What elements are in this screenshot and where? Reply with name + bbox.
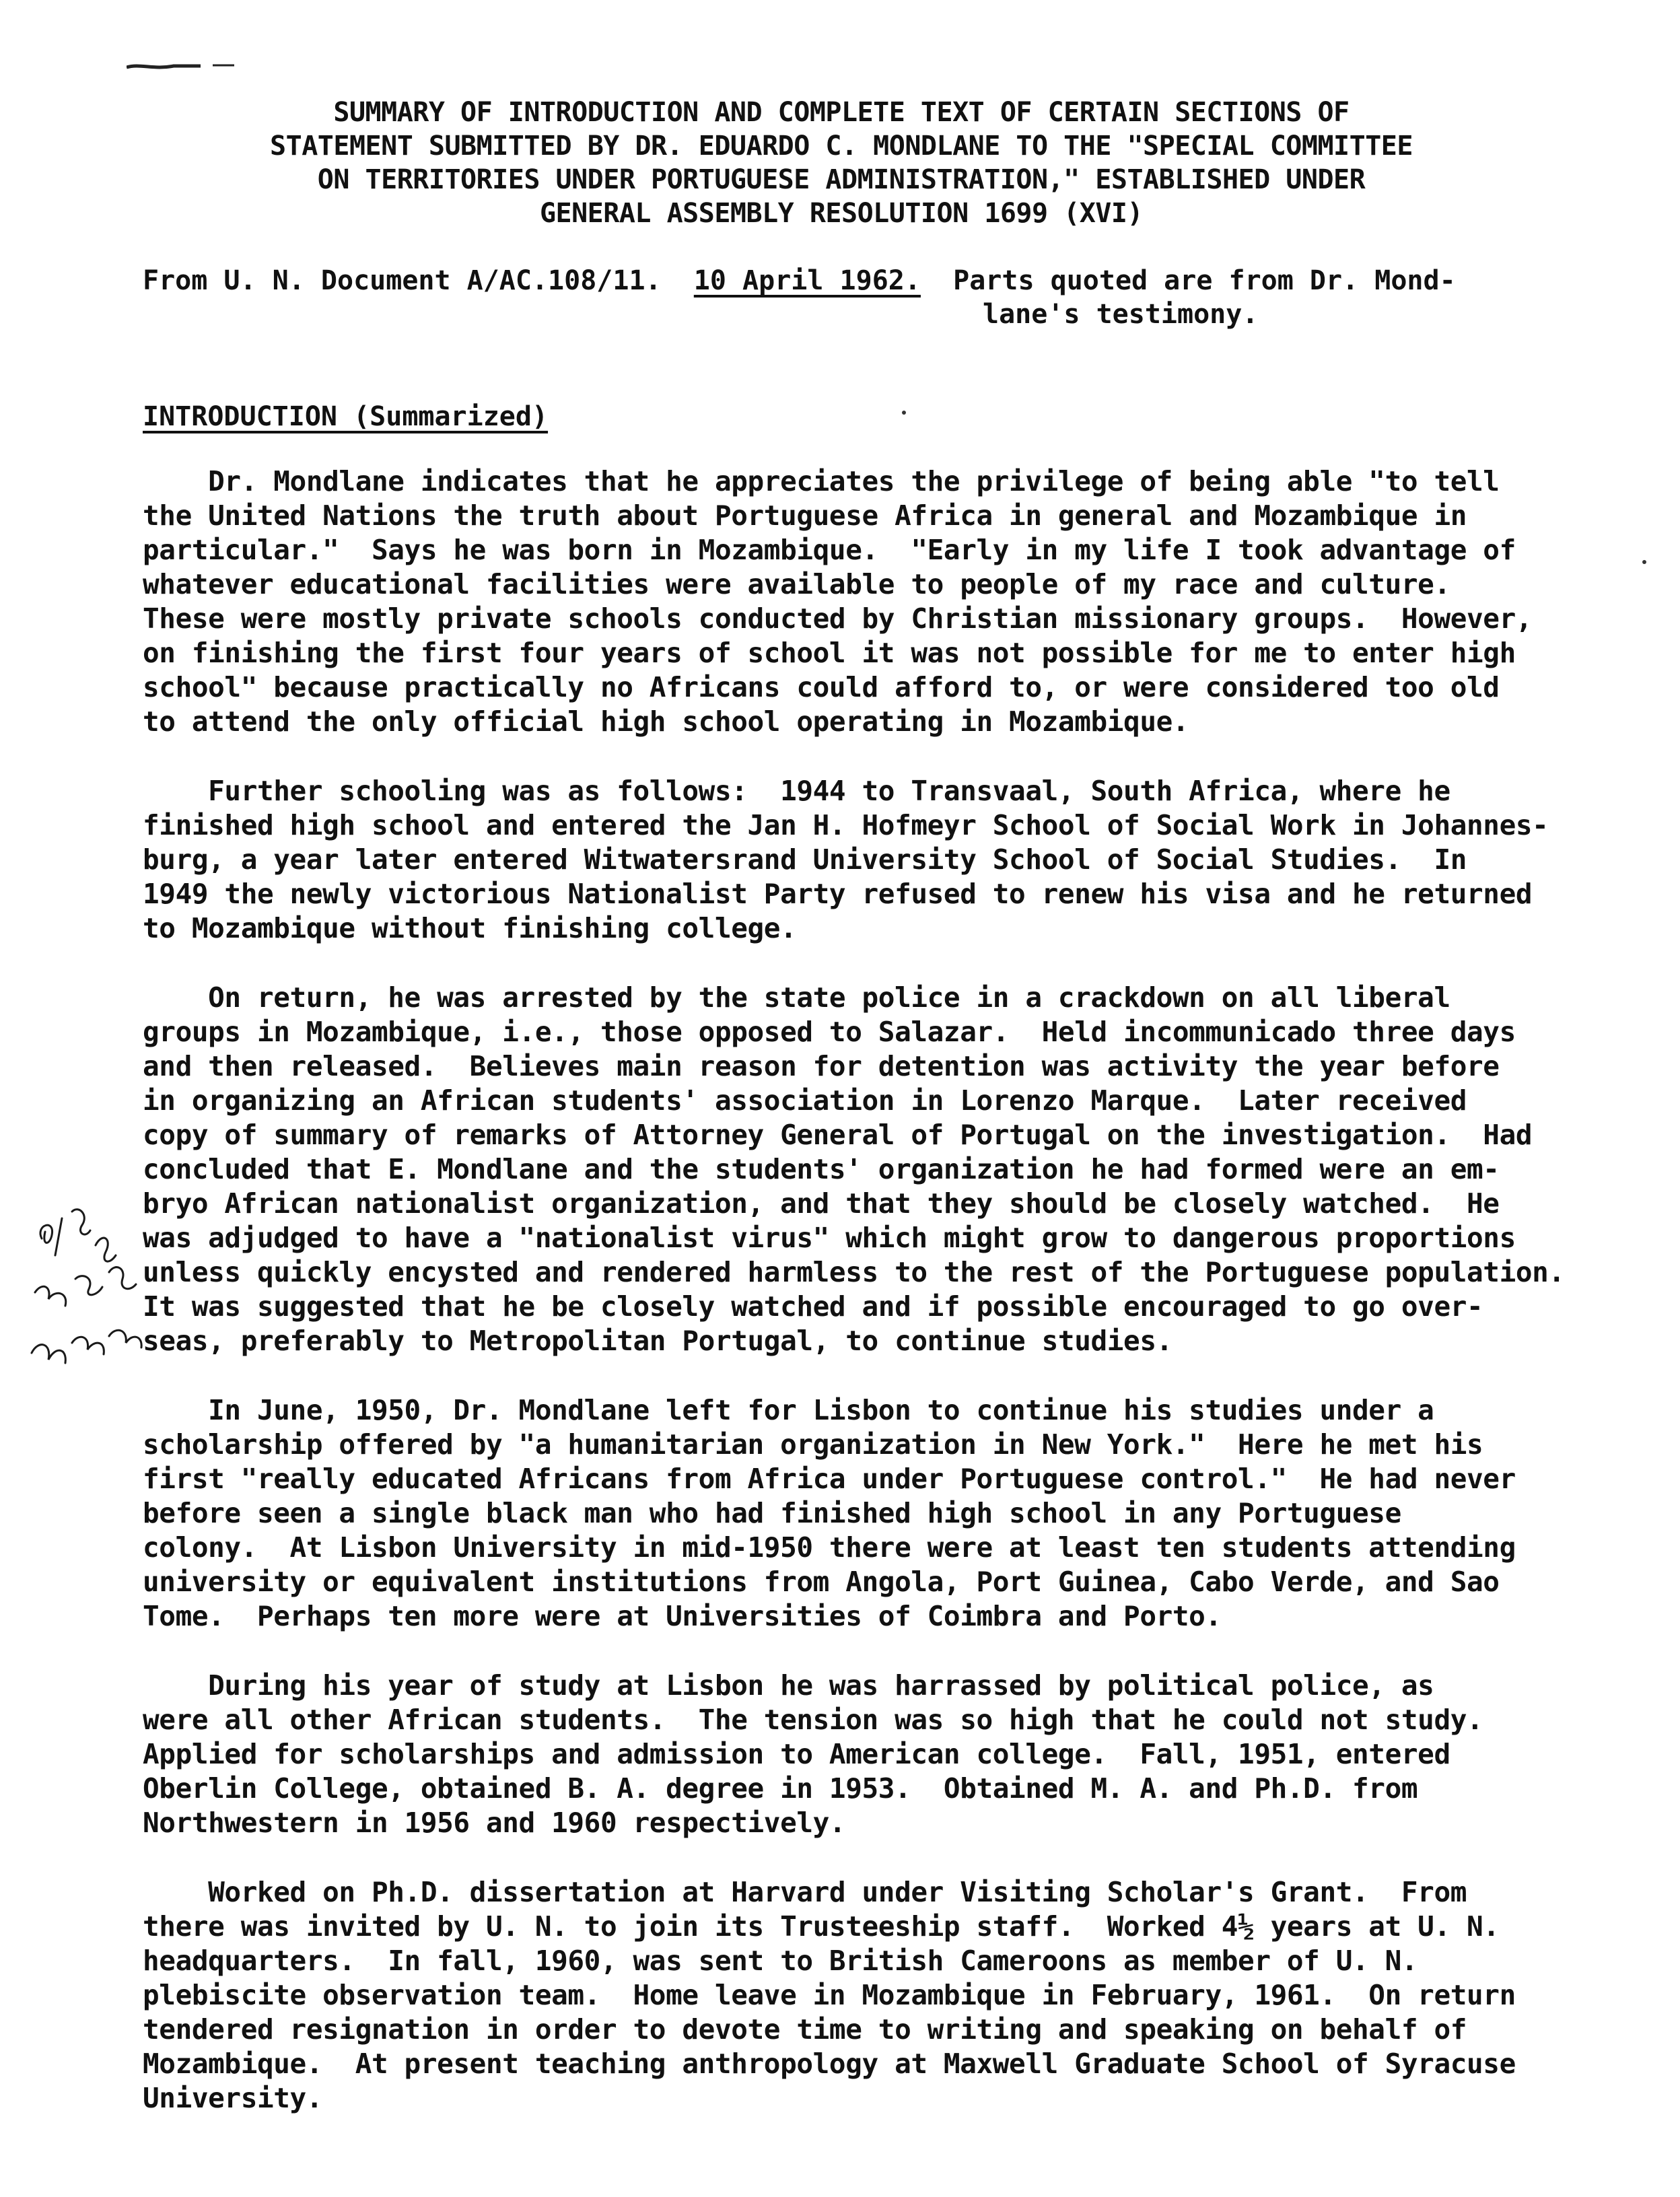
paragraph-line: school" because practically no Africans could afford to, or were considered too old [143,671,1500,703]
paragraph-line: Worked on Ph.D. dissertation at Harvard under Visiting Scholar's Grant. From [143,1876,1467,1908]
paragraph-line: tendered resignation in order to devote time to writing and speaking on behalf of [143,2013,1467,2046]
title-line: GENERAL ASSEMBLY RESOLUTION 1699 (XVI) [539,198,1144,229]
title-line: SUMMARY OF INTRODUCTION AND COMPLETE TEXT OF CERTAIN SECTIONS OF [333,97,1350,128]
paragraph [143,1669,1623,1840]
paragraph-line: Dr. Mondlane indicates that he appreciates the privilege of being able "to tell [143,465,1500,497]
paragraph-line: concluded that E. Mondlane and the students' organization he had formed were an em- [143,1153,1500,1185]
paragraph-line: to Mozambique without finishing college. [143,912,797,944]
paragraph-line: whatever educational facilities were available to people of my race and culture. [143,568,1450,600]
paragraph-line: particular." Says he was born in Mozambique. "Early in my life I took advantage of [143,534,1516,566]
paragraph-line: headquarters. In fall, 1960, was sent to British Cameroons as member of U. N. [143,1945,1418,1977]
scan-mark [127,62,234,71]
paragraph-line: It was suggested that he be closely watched and if possible encouraged to go over- [143,1290,1483,1323]
source-line-1 [143,264,1456,298]
document-title [202,96,1481,230]
paragraph-line: seas, preferably to Metropolitan Portugal, to continue studies. [143,1325,1172,1357]
paragraph-line: in organizing an African students' association in Lorenzo Marque. Later received [143,1084,1467,1117]
paragraph-line: was adjudged to have a "nationalist virus" which might grow to dangerous proportions [143,1222,1516,1254]
scan-speck [1642,560,1646,564]
paragraph-line: to attend the only official high school operating in Mozambique. [143,705,1189,738]
paragraph [143,774,1623,946]
paragraph-line: Mozambique. At present teaching anthropology at Maxwell Graduate School of Syracuse [143,2048,1516,2080]
paragraph-line: there was invited by U. N. to join its Trusteeship staff. Worked 4½ years at U. N. [143,1910,1500,1943]
paragraph-line: Northwestern in 1956 and 1960 respectively. [143,1807,846,1839]
paragraph-line: colony. At Lisbon University in mid-1950 there were at least ten students attending [143,1531,1516,1564]
title-line: ON TERRITORIES UNDER PORTUGUESE ADMINISTRATION," ESTABLISHED UNDER [317,164,1366,195]
paragraph-line: Further schooling was as follows: 1944 to Transvaal, South Africa, where he [143,775,1450,807]
title-line: STATEMENT SUBMITTED BY DR. EDUARDO C. MONDLANE TO THE "SPECIAL COMMITTEE [270,131,1413,162]
paragraph-line: plebiscite observation team. Home leave in Mozambique in February, 1961. On return [143,1979,1516,2011]
paragraph-line: unless quickly encysted and rendered harmless to the rest of the Portuguese population. [143,1256,1565,1288]
paragraph-line: and then released. Believes main reason for detention was activity the year before [143,1050,1500,1082]
paragraph-line: copy of summary of remarks of Attorney General of Portugal on the investigation. Had [143,1119,1533,1151]
paragraph-line: were all other African students. The tension was so high that he could not study. [143,1704,1483,1736]
paragraph-line: 1949 the newly victorious Nationalist Party refused to renew his visa and he returned [143,878,1533,910]
section-heading: INTRODUCTION (Summarized) [143,401,549,432]
source-date: 10 April 1962. [693,265,921,296]
document-body [143,464,1623,2151]
paragraph-line: burg, a year later entered Witwatersrand University School of Social Studies. In [143,843,1467,876]
paragraph-line: These were mostly private schools conducted by Christian missionary groups. However, [143,602,1533,635]
paragraph-line: On return, he was arrested by the state police in a crackdown on all liberal [143,981,1450,1014]
paragraph-line: Applied for scholarships and admission to American college. Fall, 1951, entered [143,1738,1450,1770]
source-suffix: Parts quoted are from Dr. Mond- [920,265,1456,296]
scan-speck [902,411,906,415]
source-prefix: From U. N. Document A/AC.108/11. [143,265,694,296]
source-citation [143,264,1456,331]
paragraph-line: Tome. Perhaps ten more were at Universities of Coimbra and Porto. [143,1600,1222,1632]
paragraph-line: finished high school and entered the Jan H. Hofmeyr School of Social Work in Johannes- [143,809,1549,841]
handwritten-margin-note [15,1198,149,1400]
paragraph-line: scholarship offered by "a humanitarian organization in New York." Here he met his [143,1428,1483,1461]
paragraph-line: groups in Mozambique, i.e., those opposed to Salazar. Held incommunicado three days [143,1016,1516,1048]
paragraph-line: the United Nations the truth about Portuguese Africa in general and Mozambique in [143,499,1467,532]
paragraph [143,1393,1623,1634]
paragraph [143,1875,1623,2116]
paragraph-line: University. [143,2082,323,2114]
paragraph-line: first "really educated Africans from Africa under Portuguese control." He had never [143,1463,1516,1495]
paragraph [143,464,1623,739]
paragraph-line: Oberlin College, obtained B. A. degree in 1953. Obtained M. A. and Ph.D. from [143,1772,1418,1805]
paragraph-line: bryo African nationalist organization, and that they should be closely watched. He [143,1187,1500,1220]
paragraph-line: During his year of study at Lisbon he was harrassed by political police, as [143,1669,1434,1702]
paragraph-line: university or equivalent institutions from Angola, Port Guinea, Cabo Verde, and Sao [143,1566,1500,1598]
source-line-2: lane's testimony. [983,299,1259,330]
paragraph [143,981,1623,1358]
paragraph-line: In June, 1950, Dr. Mondlane left for Lisbon to continue his studies under a [143,1394,1434,1426]
paragraph-line: before seen a single black man who had finished high school in any Portuguese [143,1497,1401,1529]
paragraph-line: on finishing the first four years of school it was not possible for me to enter high [143,637,1516,669]
